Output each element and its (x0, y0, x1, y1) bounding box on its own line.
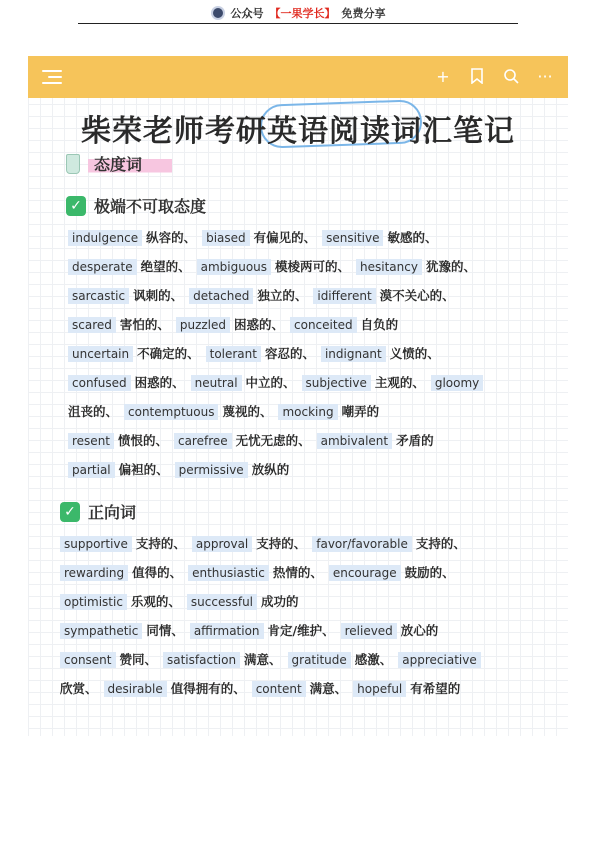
header-prefix: 公众号 (230, 7, 264, 20)
english-term: indulgence (68, 230, 142, 246)
chinese-meaning: 主观的、 (374, 375, 425, 390)
menu-icon[interactable] (42, 70, 62, 84)
vocab-row (68, 315, 400, 333)
chinese-meaning: 赞同、 (119, 652, 157, 667)
english-term: subjective (302, 375, 371, 391)
vocab-row (68, 257, 478, 275)
english-term: detached (189, 288, 253, 304)
vocab-row (60, 563, 457, 581)
vocab-row (68, 460, 291, 478)
chinese-meaning: 无忧无虑的、 (235, 433, 311, 448)
english-term: uncertain (68, 346, 133, 362)
header-brand: 【一果学长】 (269, 7, 336, 20)
chinese-meaning: 讽刺的、 (133, 288, 184, 303)
chinese-meaning: 支持的、 (135, 536, 186, 551)
english-term: conceited (290, 317, 357, 333)
chinese-meaning: 鼓励的、 (404, 565, 455, 580)
header-suffix: 免费分享 (341, 7, 386, 20)
chinese-meaning: 困惑的、 (134, 375, 185, 390)
english-term: successful (187, 594, 257, 610)
chinese-meaning: 支持的、 (415, 536, 466, 551)
vocab-row (60, 679, 462, 697)
english-term: gloomy (431, 375, 483, 391)
chinese-meaning: 中立的、 (245, 375, 296, 390)
header-divider (78, 23, 518, 24)
english-term: resent (68, 433, 114, 449)
english-term: contemptuous (124, 404, 218, 420)
search-icon[interactable] (502, 68, 520, 86)
english-term: sensitive (322, 230, 383, 246)
english-term: desirable (104, 681, 167, 697)
chinese-meaning: 乐观的、 (130, 594, 181, 609)
english-term: rewarding (60, 565, 128, 581)
english-term: ambiguous (197, 259, 271, 275)
chinese-meaning: 感激、 (354, 652, 393, 667)
chinese-meaning: 成功的 (261, 594, 299, 609)
english-term: favor/favorable (312, 536, 412, 552)
english-term: appreciative (398, 652, 480, 668)
chinese-meaning: 害怕的、 (119, 317, 170, 332)
chinese-meaning: 值得拥有的、 (170, 681, 246, 696)
chinese-meaning: 肯定/维护、 (267, 623, 335, 638)
chinese-meaning: 困惑的、 (234, 317, 285, 332)
english-term: satisfaction (163, 652, 240, 668)
section-title: 态度词 (88, 152, 172, 175)
note-page (28, 56, 568, 736)
chinese-meaning: 沮丧的、 (68, 404, 119, 419)
english-term: sympathetic (60, 623, 142, 639)
group-title: 极端不可取态度 (94, 197, 207, 216)
vocab-row (68, 344, 442, 362)
chinese-meaning: 同情、 (146, 623, 184, 638)
chinese-meaning: 有偏见的、 (253, 230, 317, 245)
english-term: puzzled (176, 317, 230, 333)
chinese-meaning: 义愤的、 (389, 346, 440, 361)
group-header (60, 500, 136, 523)
vocab-row (60, 534, 468, 552)
vocab-row (60, 621, 440, 639)
chinese-meaning: 敏感的、 (387, 230, 438, 245)
chinese-meaning: 值得的、 (132, 565, 183, 580)
chinese-meaning: 放心的 (400, 623, 439, 638)
avatar-icon (211, 6, 225, 20)
english-term: biased (202, 230, 250, 246)
page-title: 柴荣老师考研英语阅读词汇笔记 (81, 114, 515, 149)
english-term: mocking (278, 404, 337, 420)
bookmark-icon[interactable] (468, 68, 486, 86)
english-term: indignant (321, 346, 386, 362)
english-term: partial (68, 462, 115, 478)
chinese-meaning: 漠不关心的、 (379, 288, 455, 303)
english-term: permissive (175, 462, 248, 478)
cup-icon (66, 154, 80, 174)
english-term: ambivalent (317, 433, 392, 449)
app-toolbar (28, 56, 568, 98)
chinese-meaning: 满意、 (309, 681, 348, 696)
chinese-meaning: 容忍的、 (264, 346, 315, 361)
chinese-meaning: 欣赏、 (60, 681, 98, 696)
chinese-meaning: 热情的、 (272, 565, 323, 580)
group-header (66, 194, 206, 217)
chinese-meaning: 不确定的、 (137, 346, 200, 361)
vocab-row (60, 592, 301, 610)
chinese-meaning: 支持的、 (256, 536, 307, 551)
vocab-row (60, 650, 481, 668)
chinese-meaning: 矛盾的 (396, 433, 434, 448)
chinese-meaning: 模棱两可的、 (275, 259, 351, 274)
more-icon[interactable]: ··· (537, 67, 553, 86)
vocab-row (68, 373, 483, 391)
english-term: desperate (68, 259, 137, 275)
english-term: optimistic (60, 594, 127, 610)
group-title: 正向词 (88, 503, 137, 522)
english-term: scared (68, 317, 116, 333)
english-term: relieved (341, 623, 397, 639)
vocab-row (68, 402, 381, 420)
chinese-meaning: 满意、 (244, 652, 282, 667)
chinese-meaning: 蔑视的、 (222, 404, 273, 419)
english-term: approval (192, 536, 252, 552)
chinese-meaning: 偏袒的、 (118, 462, 169, 477)
english-term: sarcastic (68, 288, 129, 304)
check-icon: ✓ (60, 502, 80, 522)
english-term: affirmation (190, 623, 264, 639)
english-term: hesitancy (356, 259, 422, 275)
section-header (66, 152, 172, 175)
english-term: confused (68, 375, 131, 391)
plus-icon[interactable]: + (436, 67, 450, 86)
chinese-meaning: 愤恨的、 (117, 433, 168, 448)
vocab-row (68, 431, 436, 449)
chinese-meaning: 犹豫的、 (425, 259, 476, 274)
english-term: enthusiastic (188, 565, 269, 581)
chinese-meaning: 独立的、 (257, 288, 308, 303)
chinese-meaning: 纵容的、 (146, 230, 197, 245)
english-term: neutral (191, 375, 242, 391)
english-term: tolerant (206, 346, 261, 362)
chinese-meaning: 嘲弄的 (341, 404, 380, 419)
english-term: encourage (329, 565, 401, 581)
english-term: carefree (174, 433, 232, 449)
english-term: content (252, 681, 306, 697)
english-term: idifferent (313, 288, 375, 304)
chinese-meaning: 放纵的 (251, 462, 290, 477)
english-term: hopeful (353, 681, 406, 697)
chinese-meaning: 有希望的 (410, 681, 461, 696)
vocab-row (68, 228, 439, 246)
english-term: consent (60, 652, 116, 668)
chinese-meaning: 自负的 (360, 317, 399, 332)
english-term: supportive (60, 536, 132, 552)
english-term: gratitude (288, 652, 351, 668)
chinese-meaning: 绝望的、 (140, 259, 191, 274)
check-icon: ✓ (66, 196, 86, 216)
vocab-row (68, 286, 457, 304)
